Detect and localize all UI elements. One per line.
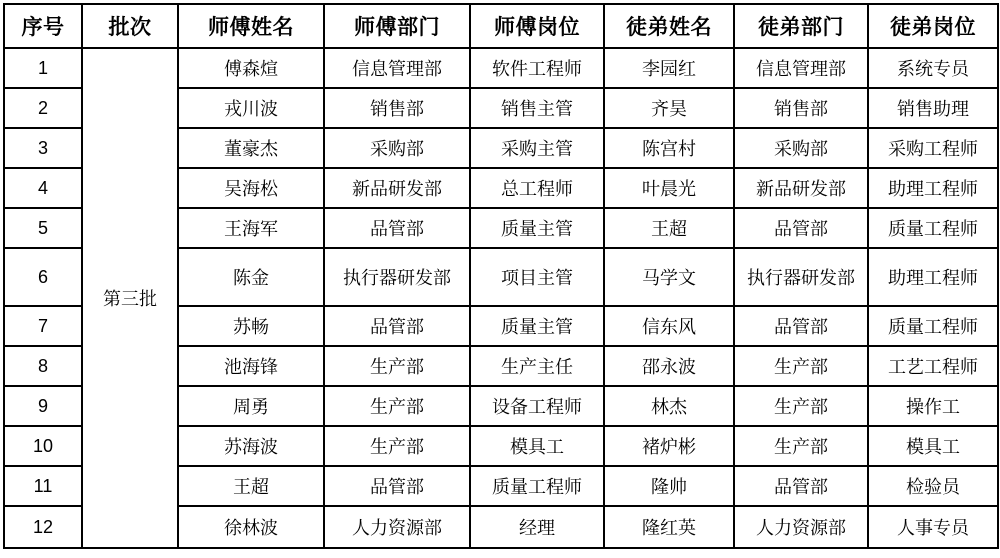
cell-apprentice-dept: 销售部	[734, 88, 868, 128]
cell-master-post: 生产主任	[470, 346, 604, 386]
cell-master-name: 董豪杰	[178, 128, 324, 168]
cell-master-name: 戎川波	[178, 88, 324, 128]
cell-master-name: 苏畅	[178, 306, 324, 346]
column-header-master-dept: 师傅部门	[324, 4, 470, 48]
cell-master-dept: 人力资源部	[324, 506, 470, 548]
cell-apprentice-dept: 生产部	[734, 346, 868, 386]
cell-master-name: 王超	[178, 466, 324, 506]
cell-master-dept: 生产部	[324, 346, 470, 386]
cell-master-dept: 生产部	[324, 386, 470, 426]
cell-apprentice-dept: 人力资源部	[734, 506, 868, 548]
table-body	[4, 48, 998, 548]
cell-master-post: 采购主管	[470, 128, 604, 168]
cell-apprentice-dept: 信息管理部	[734, 48, 868, 88]
cell-apprentice-name: 邵永波	[604, 346, 734, 386]
cell-seq: 11	[4, 466, 82, 506]
cell-master-name: 徐林波	[178, 506, 324, 548]
cell-master-dept: 新品研发部	[324, 168, 470, 208]
cell-master-post: 设备工程师	[470, 386, 604, 426]
column-header-master-post: 师傅岗位	[470, 4, 604, 48]
cell-master-name: 陈金	[178, 248, 324, 306]
cell-master-post: 项目主管	[470, 248, 604, 306]
cell-apprentice-name: 林杰	[604, 386, 734, 426]
table-row	[4, 48, 998, 88]
cell-apprentice-dept: 采购部	[734, 128, 868, 168]
cell-master-name: 王海军	[178, 208, 324, 248]
cell-master-dept: 品管部	[324, 466, 470, 506]
cell-apprentice-post: 助理工程师	[868, 248, 998, 306]
cell-apprentice-name: 隆红英	[604, 506, 734, 548]
cell-seq: 12	[4, 506, 82, 548]
cell-apprentice-name: 齐昊	[604, 88, 734, 128]
cell-master-dept: 品管部	[324, 306, 470, 346]
cell-seq: 7	[4, 306, 82, 346]
cell-seq: 3	[4, 128, 82, 168]
cell-master-post: 质量工程师	[470, 466, 604, 506]
cell-master-post: 经理	[470, 506, 604, 548]
document-sheet	[0, 3, 1000, 558]
cell-seq: 4	[4, 168, 82, 208]
column-header-apprentice-name: 徒弟姓名	[604, 4, 734, 48]
cell-apprentice-dept: 品管部	[734, 306, 868, 346]
cell-apprentice-name: 王超	[604, 208, 734, 248]
cell-apprentice-post: 人事专员	[868, 506, 998, 548]
cell-master-name: 周勇	[178, 386, 324, 426]
cell-master-post: 质量主管	[470, 208, 604, 248]
cell-master-post: 质量主管	[470, 306, 604, 346]
column-header-master-name: 师傅姓名	[178, 4, 324, 48]
cell-batch: 第三批	[82, 48, 178, 548]
cell-apprentice-post: 系统专员	[868, 48, 998, 88]
cell-apprentice-name: 叶晨光	[604, 168, 734, 208]
cell-seq: 2	[4, 88, 82, 128]
cell-apprentice-post: 销售助理	[868, 88, 998, 128]
cell-master-name: 傅森煊	[178, 48, 324, 88]
table-header	[4, 4, 998, 48]
cell-master-post: 软件工程师	[470, 48, 604, 88]
cell-seq: 9	[4, 386, 82, 426]
master-apprentice-pairing-table	[3, 3, 999, 549]
column-header-apprentice-dept: 徒弟部门	[734, 4, 868, 48]
cell-apprentice-name: 马学文	[604, 248, 734, 306]
cell-apprentice-name: 褚炉彬	[604, 426, 734, 466]
cell-apprentice-post: 助理工程师	[868, 168, 998, 208]
cell-master-name: 苏海波	[178, 426, 324, 466]
cell-apprentice-name: 隆帅	[604, 466, 734, 506]
cell-apprentice-name: 李园红	[604, 48, 734, 88]
column-header-seq: 序号	[4, 4, 82, 48]
cell-apprentice-dept: 品管部	[734, 208, 868, 248]
cell-master-post: 总工程师	[470, 168, 604, 208]
cell-master-dept: 执行器研发部	[324, 248, 470, 306]
cell-apprentice-post: 质量工程师	[868, 208, 998, 248]
cell-master-post: 模具工	[470, 426, 604, 466]
cell-apprentice-name: 陈宫村	[604, 128, 734, 168]
cell-apprentice-post: 质量工程师	[868, 306, 998, 346]
cell-seq: 8	[4, 346, 82, 386]
cell-apprentice-dept: 生产部	[734, 386, 868, 426]
cell-master-dept: 品管部	[324, 208, 470, 248]
cell-master-dept: 生产部	[324, 426, 470, 466]
cell-master-post: 销售主管	[470, 88, 604, 128]
cell-apprentice-dept: 生产部	[734, 426, 868, 466]
cell-master-dept: 采购部	[324, 128, 470, 168]
cell-apprentice-dept: 新品研发部	[734, 168, 868, 208]
cell-master-name: 吴海松	[178, 168, 324, 208]
cell-apprentice-post: 采购工程师	[868, 128, 998, 168]
cell-apprentice-post: 检验员	[868, 466, 998, 506]
column-header-batch: 批次	[82, 4, 178, 48]
cell-apprentice-post: 模具工	[868, 426, 998, 466]
cell-seq: 6	[4, 248, 82, 306]
cell-apprentice-post: 工艺工程师	[868, 346, 998, 386]
cell-master-name: 池海锋	[178, 346, 324, 386]
cell-seq: 10	[4, 426, 82, 466]
cell-apprentice-dept: 执行器研发部	[734, 248, 868, 306]
cell-seq: 5	[4, 208, 82, 248]
table-header-row	[4, 4, 998, 48]
cell-apprentice-name: 信东风	[604, 306, 734, 346]
column-header-apprentice-post: 徒弟岗位	[868, 4, 998, 48]
cell-apprentice-post: 操作工	[868, 386, 998, 426]
cell-apprentice-dept: 品管部	[734, 466, 868, 506]
cell-master-dept: 信息管理部	[324, 48, 470, 88]
cell-master-dept: 销售部	[324, 88, 470, 128]
cell-seq: 1	[4, 48, 82, 88]
